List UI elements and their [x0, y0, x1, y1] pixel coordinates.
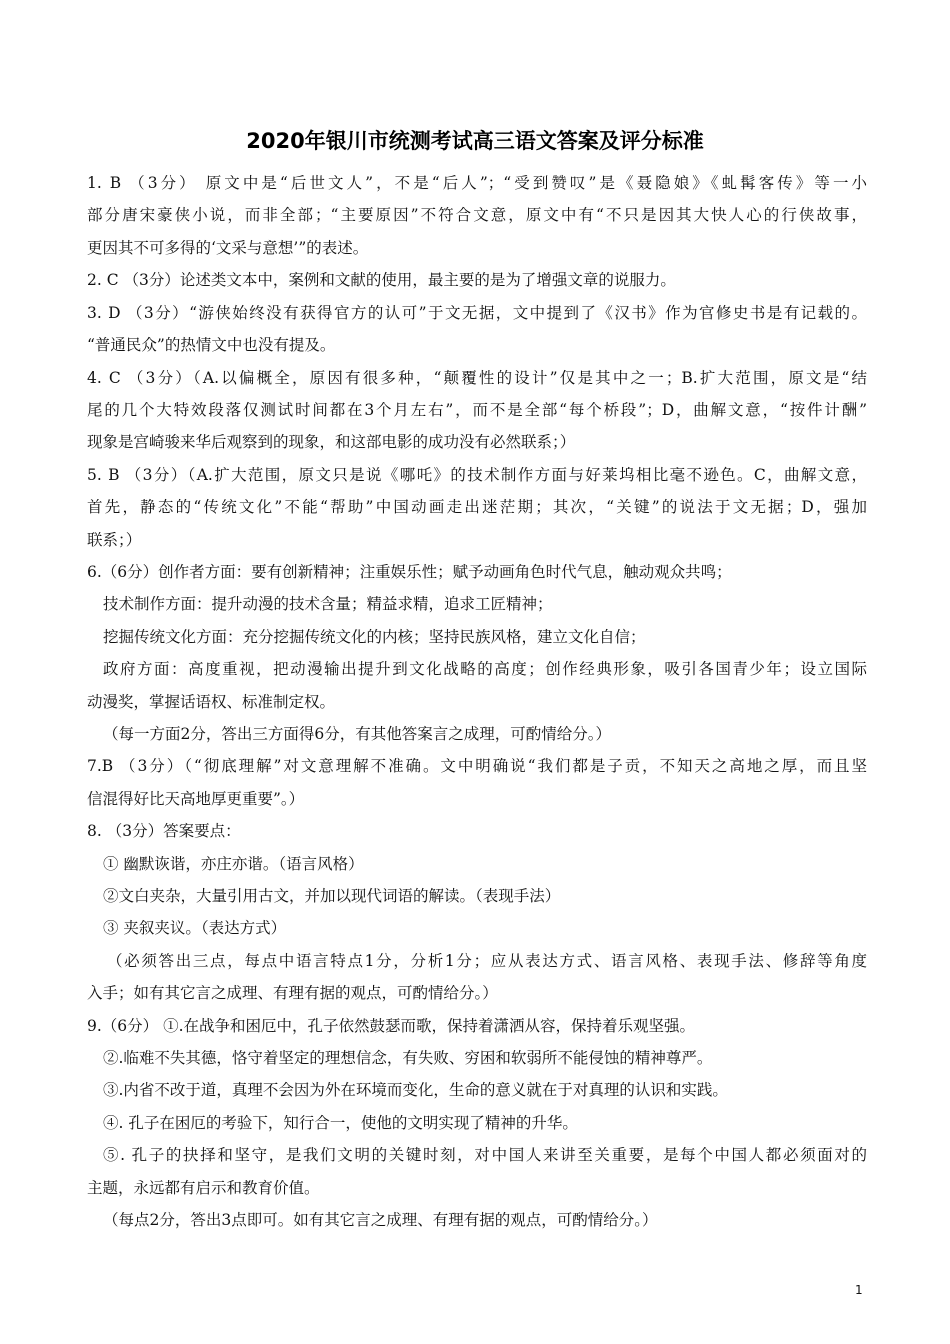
q5-line-3: 联系；） — [87, 531, 142, 549]
q5-line-2: 首先，静态的“传统文化”不能“帮助”中国动画走出迷茫期；其次，“关键”的说法于文无据；D，强加 — [87, 498, 867, 516]
q8-line-4: ③ 夹叙夹议。（表达方式） — [103, 919, 287, 937]
q8-line-6: 入手；如有其它言之成理、有理有据的观点，可酌情给分。） — [87, 984, 498, 1002]
q3-line-2: “普通民众”的热情文中也没有提及。 — [87, 336, 336, 354]
q9-line-1: 9.（6分） ①.在战争和困厄中，孔子依然鼓瑟而歌，保持着潇洒从容，保持着乐观坚强。 — [87, 1017, 696, 1035]
q6-line-5: 动漫奖，掌握话语权、标准制定权。 — [87, 693, 336, 711]
q5-line-1: 5. B （3分）（A.扩大范围，原文只是说《哪吒》的技术制作方面与好莱坞相比毫不逊色。C，曲解文意， — [87, 466, 867, 484]
q6-line-4: 政府方面：高度重视，把动漫输出提升到文化战略的高度；创作经典形象，吸引各国青少年；设立国际 — [103, 660, 867, 678]
document-title: 2020年银川市统测考试高三语文答案及评分标准 — [246, 129, 704, 153]
q1-line-1: 1. B （3分） 原文中是“后世文人”，不是“后人”；“受到赞叹”是《聂隐娘》《虬髯客传》等一小 — [87, 174, 867, 192]
q4-line-3: 现象是宫崎骏来华后观察到的现象，和这部电影的成功没有必然联系；） — [87, 433, 576, 451]
q6-line-3: 挖掘传统文化方面：充分挖掘传统文化的内核；坚持民族风格，建立文化自信； — [103, 628, 646, 646]
q9-line-5: ⑤. 孔子的抉择和坚守，是我们文明的关键时刻，对中国人来讲至关重要，是每个中国人都必须面对的 — [103, 1146, 867, 1164]
q9-line-3: ③.内省不改于道，真理不会因为外在环境而变化，生命的意义就在于对真理的认识和实践。 — [103, 1081, 728, 1099]
q6-line-1: 6.（6分）创作者方面：要有创新精神；注重娱乐性；赋予动画角色时代气息，触动观众共鸣； — [87, 563, 732, 581]
q9-line-6: 主题，永远都有启示和教育价值。 — [87, 1179, 320, 1197]
page-number: 1 — [855, 1283, 863, 1297]
q4-line-1: 4. C （3分）（A.以偏概全，原因有很多种，“颠覆性的设计”仅是其中之一；B.扩大范围，原文是“结 — [87, 369, 867, 387]
q8-line-5: （必须答出三点，每点中语言特点1分，分析1分；应从表达方式、语言风格、表现手法、修辞等角度 — [107, 952, 867, 970]
q9-line-4: ④. 孔子在困厄的考验下，知行合一，使他的文明实现了精神的升华。 — [103, 1114, 578, 1132]
q8-line-2: ① 幽默诙谐，亦庄亦谐。（语言风格） — [103, 855, 364, 873]
q7-line-2: 信混得好比天高地厚更重要”。） — [87, 790, 305, 808]
q4-line-2: 尾的几个大特效段落仅测试时间都在3个月左右”，而不是全部“每个桥段”；D，曲解文意，“按件计酬” — [87, 401, 867, 419]
q8-line-1: 8. （3分）答案要点： — [87, 822, 241, 840]
q6-line-6: （每一方面2分，答出三方面得6分，有其他答案言之成理，可酌情给分。） — [103, 725, 611, 743]
q2-line-1: 2. C （3分）论述类文本中，案例和文献的使用，最主要的是为了增强文章的说服力。 — [87, 271, 676, 289]
q3-line-1: 3. D （3分）“游侠始终没有获得官方的认可”于文无据，文中提到了《汉书》作为官修史书是有记载的。 — [87, 304, 867, 322]
q9-line-2: ②.临难不失其德，恪守着坚定的理想信念，有失败、穷困和软弱所不能侵蚀的精神尊严。 — [103, 1049, 713, 1067]
q6-line-2: 技术制作方面：提升动漫的技术含量；精益求精，追求工匠精神； — [103, 595, 553, 613]
q7-line-1: 7.B （3分）（“彻底理解”对文意理解不准确。文中明确说“我们都是子贡，不知天之高地之厚，而且坚 — [87, 757, 867, 775]
q8-line-3: ②文白夹杂，大量引用古文，并加以现代词语的解读。（表现手法） — [103, 887, 561, 905]
q1-line-3: 更因其不可多得的‘文采与意想’”的表述。 — [87, 239, 369, 257]
q1-line-2: 部分唐宋豪侠小说，而非全部；“主要原因”不符合文意，原文中有“不只是因其大快人心的行侠故事， — [87, 206, 867, 224]
q9-line-7: （每点2分，答出3点即可。如有其它言之成理、有理有据的观点，可酌情给分。） — [103, 1211, 658, 1229]
